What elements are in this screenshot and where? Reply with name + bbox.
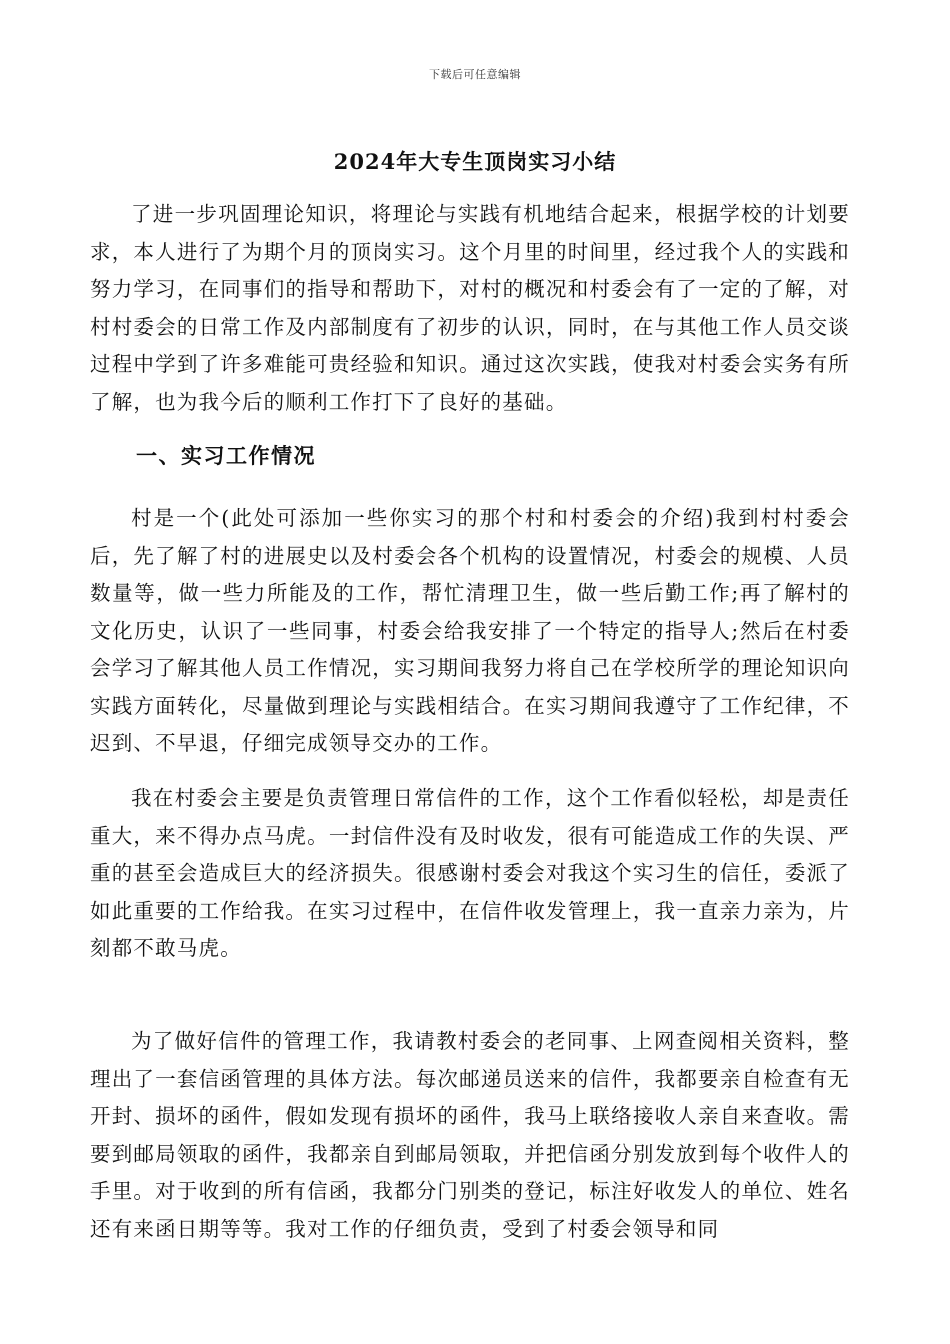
- paragraph-block-2: [90, 500, 850, 763]
- section-heading: 一、实习工作情况: [136, 443, 316, 468]
- paragraph-3: 我在村委会主要是负责管理日常信件的工作，这个工作看似轻松，却是责任重大，来不得办点马虎。一封信件没有及时收发，很有可能造成工作的失误、严重的甚至会造成巨大的经济损失。很感谢村委会对我这个实习生的信任，委派了如此重要的工作给我。在实习过程中，在信件收发管理上，我一直亲力亲为，片刻都不敢马虎。: [90, 786, 850, 960]
- intro-paragraph-block: [90, 196, 850, 421]
- paragraph-4: 为了做好信件的管理工作，我请教村委会的老同事、上网查阅相关资料，整理出了一套信函管理的具体方法。每次邮递员送来的信件，我都要亲自检查有无开封、损坏的函件，假如发现有损坏的函件，我马上联络接收人亲自来查收。需要到邮局领取的函件，我都亲自到邮局领取，并把信函分别发放到每个收件人的手里。对于收到的所有信函，我都分门别类的登记，标注好收发人的单位、姓名还有来函日期等等。我对工作的仔细负责，受到了村委会领导和同: [90, 1029, 850, 1241]
- paragraph-block-4: [90, 1023, 850, 1248]
- intro-paragraph: 了进一步巩固理论知识，将理论与实践有机地结合起来，根据学校的计划要求，本人进行了为期个月的顶岗实习。这个月里的时间里，经过我个人的实践和努力学习，在同事们的指导和帮助下，对村的概况和村委会有了一定的了解，对村村委会的日常工作及内部制度有了初步的认识，同时，在与其他工作人员交谈过程中学到了许多难能可贵经验和知识。通过这次实践，使我对村委会实务有所了解，也为我今后的顺利工作打下了良好的基础。: [90, 202, 850, 414]
- paragraph-block-3: [90, 780, 850, 968]
- header-note: 下载后可任意编辑: [429, 68, 521, 81]
- paragraph-2: 村是一个(此处可添加一些你实习的那个村和村委会的介绍)我到村村委会后，先了解了村的进展史以及村委会各个机构的设置情况，村委会的规模、人员数量等，做一些力所能及的工作，帮忙清理卫生，做一些后勤工作;再了解村的文化历史，认识了一些同事，村委会给我安排了一个特定的指导人;然后在村委会学习了解其他人员工作情况，实习期间我努力将自己在学校所学的理论知识向实践方面转化，尽量做到理论与实践相结合。在实习期间我遵守了工作纪律，不迟到、不早退，仔细完成领导交办的工作。: [90, 506, 850, 755]
- page-title: 2024年大专生顶岗实习小结: [333, 149, 617, 174]
